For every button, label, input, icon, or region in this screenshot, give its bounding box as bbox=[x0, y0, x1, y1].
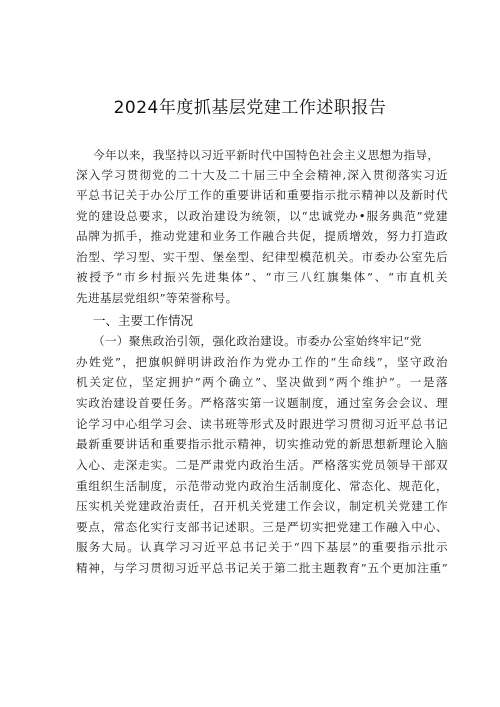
section-heading: 一、主要工作情况 bbox=[93, 313, 194, 328]
intro-line: 品牌为抓手，推动党建和业务工作融合共促，提质增效，努力打造政 bbox=[76, 229, 448, 243]
section-line: 重组织生活制度，示范带动党内政治生活制度化、常态化、规范化， bbox=[76, 479, 448, 493]
section-line: 服务大局。认真学习习近平总书记关于“四下基层”的重要指示批示 bbox=[76, 540, 448, 554]
section-line: 入心、走深走实。二是严肃党内政治生活。严格落实党员领导干部双 bbox=[76, 458, 448, 472]
section-line: 办姓党”，把旗帜鲜明讲政治作为党办工作的“生命线”，坚守政治 bbox=[76, 355, 448, 369]
intro-line: 平总书记关于办公厅工作的重要讲话和重要指示批示精神以及新时代 bbox=[76, 188, 448, 202]
section-line: 机关定位，坚定拥护“两个确立”、坚决做到“两个维护”。一是落 bbox=[76, 375, 448, 389]
intro-line: 先进基层党组织”等荣誉称号。 bbox=[76, 291, 238, 305]
section-line: 要点，常态化实行支部书记述职。三是严切实把党建工作融入中心、 bbox=[76, 520, 448, 534]
section-line: 论学习中心组学习会、读书班等形式及时跟进学习贯彻习近平总书记 bbox=[76, 417, 448, 431]
section-line: 实政治建设首要任务。严格落实第一议题制度，通过室务会会议、理 bbox=[76, 396, 448, 410]
intro-line: 深入学习贯彻党的二十大及二十届三中全会精神,深入贯彻落实习近 bbox=[76, 168, 448, 182]
section-line: 压实机关党建政治责任，召开机关党建工作会议，制定机关党建工作 bbox=[76, 499, 448, 513]
document-title: 2024年度抓基层党建工作述职报告 bbox=[113, 98, 387, 118]
intro-line: 被授予“市乡村振兴先进集体”、“市三八红旗集体”、“市直机关 bbox=[76, 270, 448, 284]
section-line: 精神，与学习贯彻习近平总书记关于第二批主题教育”五个更加注重” bbox=[76, 561, 448, 575]
intro-line: 党的建设总要求，以政治建设为统领，以“忠诚党办•服务典范”党建 bbox=[76, 209, 448, 223]
intro-line: 治型、学习型、实干型、堡垒型、纪律型模范机关。市委办公室先后 bbox=[76, 250, 448, 264]
intro-line: 今年以来，我坚持以习近平新时代中国特色社会主义思想为指导， bbox=[93, 148, 440, 162]
section-line: 最新重要讲话和重要指示批示精神，切实推动党的新思想新理论入脑 bbox=[76, 437, 448, 451]
section-line: （一）聚焦政治引领，强化政治建设。市委办公室始终牢记“党 bbox=[93, 334, 422, 348]
